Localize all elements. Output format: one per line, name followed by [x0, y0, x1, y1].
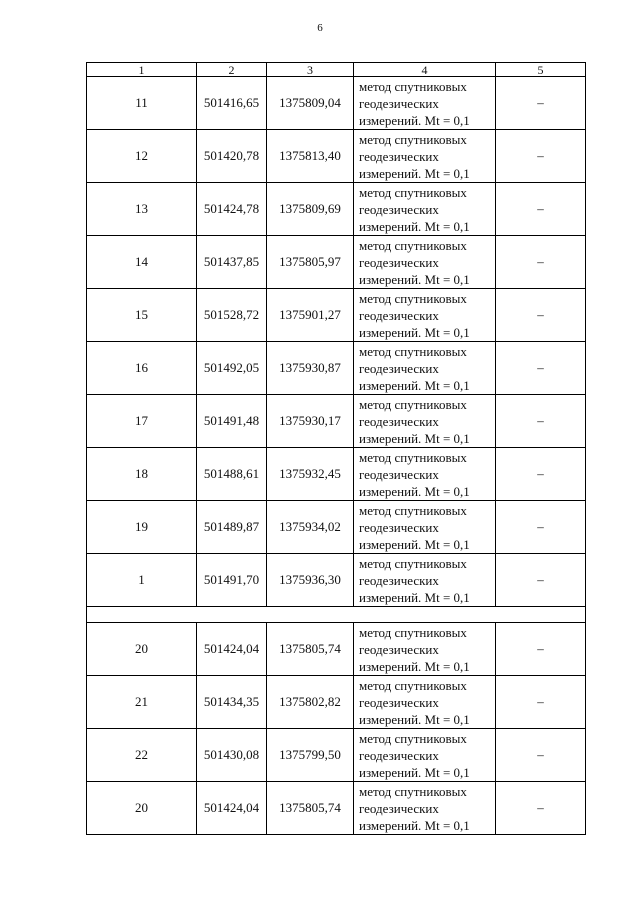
column-header-2: 2: [197, 63, 267, 77]
note-dash: –: [496, 289, 586, 342]
method-text-line: измерений. Mt = 0,1: [359, 483, 470, 499]
table-row: [87, 676, 586, 729]
note-dash: –: [496, 448, 586, 501]
coordinate-y: 1375809,04: [267, 77, 354, 130]
header-row: [87, 63, 586, 77]
note-dash: –: [496, 342, 586, 395]
table-row: [87, 236, 586, 289]
table-row: [87, 130, 586, 183]
point-number: 22: [87, 729, 197, 782]
coordinate-x: 501424,78: [197, 183, 267, 236]
note-dash: –: [496, 782, 586, 835]
point-number: 19: [87, 501, 197, 554]
column-header-5: 5: [496, 63, 586, 77]
coordinate-x: 501434,35: [197, 676, 267, 729]
column-header-1: 1: [87, 63, 197, 77]
method-text-line: измерений. Mt = 0,1: [359, 271, 470, 287]
method-text-line: измерений. Mt = 0,1: [359, 165, 470, 181]
coordinate-x: 501491,48: [197, 395, 267, 448]
method-text-line: измерений. Mt = 0,1: [359, 218, 470, 234]
note-dash: –: [496, 130, 586, 183]
coordinate-x: 501489,87: [197, 501, 267, 554]
measurement-method: [354, 729, 496, 782]
coordinate-y: 1375930,87: [267, 342, 354, 395]
coordinate-x: 501430,08: [197, 729, 267, 782]
point-number: 13: [87, 183, 197, 236]
method-text-line: геодезических: [359, 572, 439, 588]
table-row: [87, 554, 586, 607]
method-text-line: геодезических: [359, 641, 439, 657]
group-separator-row: [87, 607, 586, 623]
column-header-3: 3: [267, 63, 354, 77]
point-number: 15: [87, 289, 197, 342]
method-text-line: измерений. Mt = 0,1: [359, 430, 470, 446]
note-dash: –: [496, 554, 586, 607]
method-text-line: измерений. Mt = 0,1: [359, 377, 470, 393]
coordinate-y: 1375901,27: [267, 289, 354, 342]
coordinate-x: 501488,61: [197, 448, 267, 501]
method-text-line: метод спутниковых: [359, 555, 467, 571]
point-number: 1: [87, 554, 197, 607]
method-text-line: измерений. Mt = 0,1: [359, 112, 470, 128]
measurement-method: [354, 236, 496, 289]
method-text-line: метод спутниковых: [359, 131, 467, 147]
coordinate-y: 1375932,45: [267, 448, 354, 501]
page-number: 6: [317, 22, 323, 34]
method-text-line: геодезических: [359, 360, 439, 376]
method-text-line: геодезических: [359, 95, 439, 111]
column-header-4: 4: [354, 63, 496, 77]
coordinate-x: 501420,78: [197, 130, 267, 183]
measurement-method: [354, 289, 496, 342]
note-dash: –: [496, 501, 586, 554]
note-dash: –: [496, 183, 586, 236]
coordinate-x: 501424,04: [197, 782, 267, 835]
group-separator-cell: [87, 607, 586, 623]
table-row: [87, 395, 586, 448]
method-text-line: метод спутниковых: [359, 78, 467, 94]
point-number: 20: [87, 623, 197, 676]
table-row: [87, 77, 586, 130]
measurement-method: [354, 676, 496, 729]
method-text-line: измерений. Mt = 0,1: [359, 658, 470, 674]
coordinate-x: 501491,70: [197, 554, 267, 607]
measurement-method: [354, 395, 496, 448]
table-row: [87, 183, 586, 236]
method-text-line: измерений. Mt = 0,1: [359, 764, 470, 780]
method-text-line: метод спутниковых: [359, 449, 467, 465]
method-text-line: метод спутниковых: [359, 237, 467, 253]
method-text-line: измерений. Mt = 0,1: [359, 711, 470, 727]
measurement-method: [354, 77, 496, 130]
point-number: 12: [87, 130, 197, 183]
measurement-method: [354, 448, 496, 501]
coordinate-y: 1375813,40: [267, 130, 354, 183]
method-text-line: геодезических: [359, 694, 439, 710]
table-row: [87, 729, 586, 782]
coordinate-y: 1375805,74: [267, 782, 354, 835]
method-text-line: геодезических: [359, 519, 439, 535]
coordinate-x: 501492,05: [197, 342, 267, 395]
measurement-method: [354, 554, 496, 607]
coordinate-x: 501416,65: [197, 77, 267, 130]
method-text-line: метод спутниковых: [359, 783, 467, 799]
method-text-line: геодезических: [359, 307, 439, 323]
note-dash: –: [496, 623, 586, 676]
method-text-line: метод спутниковых: [359, 677, 467, 693]
point-number: 20: [87, 782, 197, 835]
method-text-line: метод спутниковых: [359, 396, 467, 412]
table-row: [87, 289, 586, 342]
note-dash: –: [496, 395, 586, 448]
method-text-line: метод спутниковых: [359, 343, 467, 359]
note-dash: –: [496, 236, 586, 289]
point-number: 14: [87, 236, 197, 289]
method-text-line: геодезических: [359, 800, 439, 816]
method-text-line: геодезических: [359, 747, 439, 763]
method-text-line: измерений. Mt = 0,1: [359, 324, 470, 340]
measurement-method: [354, 130, 496, 183]
coordinate-x: 501437,85: [197, 236, 267, 289]
coordinate-y: 1375802,82: [267, 676, 354, 729]
method-text-line: метод спутниковых: [359, 290, 467, 306]
coordinate-x: 501424,04: [197, 623, 267, 676]
method-text-line: метод спутниковых: [359, 184, 467, 200]
method-text-line: измерений. Mt = 0,1: [359, 817, 470, 833]
point-number: 18: [87, 448, 197, 501]
coordinate-y: 1375805,74: [267, 623, 354, 676]
point-number: 17: [87, 395, 197, 448]
method-text-line: геодезических: [359, 201, 439, 217]
table-row: [87, 448, 586, 501]
table-row: [87, 782, 586, 835]
note-dash: –: [496, 729, 586, 782]
method-text-line: метод спутниковых: [359, 624, 467, 640]
measurement-method: [354, 183, 496, 236]
measurement-method: [354, 501, 496, 554]
measurement-method: [354, 623, 496, 676]
coordinate-y: 1375934,02: [267, 501, 354, 554]
measurement-method: [354, 342, 496, 395]
table-row: [87, 623, 586, 676]
method-text-line: геодезических: [359, 413, 439, 429]
point-number: 21: [87, 676, 197, 729]
table-row: [87, 501, 586, 554]
table-row: [87, 342, 586, 395]
coordinate-y: 1375936,30: [267, 554, 354, 607]
coordinate-y: 1375805,97: [267, 236, 354, 289]
method-text-line: метод спутниковых: [359, 730, 467, 746]
point-number: 11: [87, 77, 197, 130]
note-dash: –: [496, 77, 586, 130]
coordinate-y: 1375930,17: [267, 395, 354, 448]
point-number: 16: [87, 342, 197, 395]
method-text-line: геодезических: [359, 254, 439, 270]
coordinate-y: 1375799,50: [267, 729, 354, 782]
coordinate-x: 501528,72: [197, 289, 267, 342]
method-text-line: геодезических: [359, 148, 439, 164]
measurement-method: [354, 782, 496, 835]
note-dash: –: [496, 676, 586, 729]
method-text-line: измерений. Mt = 0,1: [359, 589, 470, 605]
coordinates-table: [86, 62, 586, 835]
method-text-line: метод спутниковых: [359, 502, 467, 518]
method-text-line: геодезических: [359, 466, 439, 482]
method-text-line: измерений. Mt = 0,1: [359, 536, 470, 552]
table-body: [87, 77, 586, 835]
coordinate-y: 1375809,69: [267, 183, 354, 236]
